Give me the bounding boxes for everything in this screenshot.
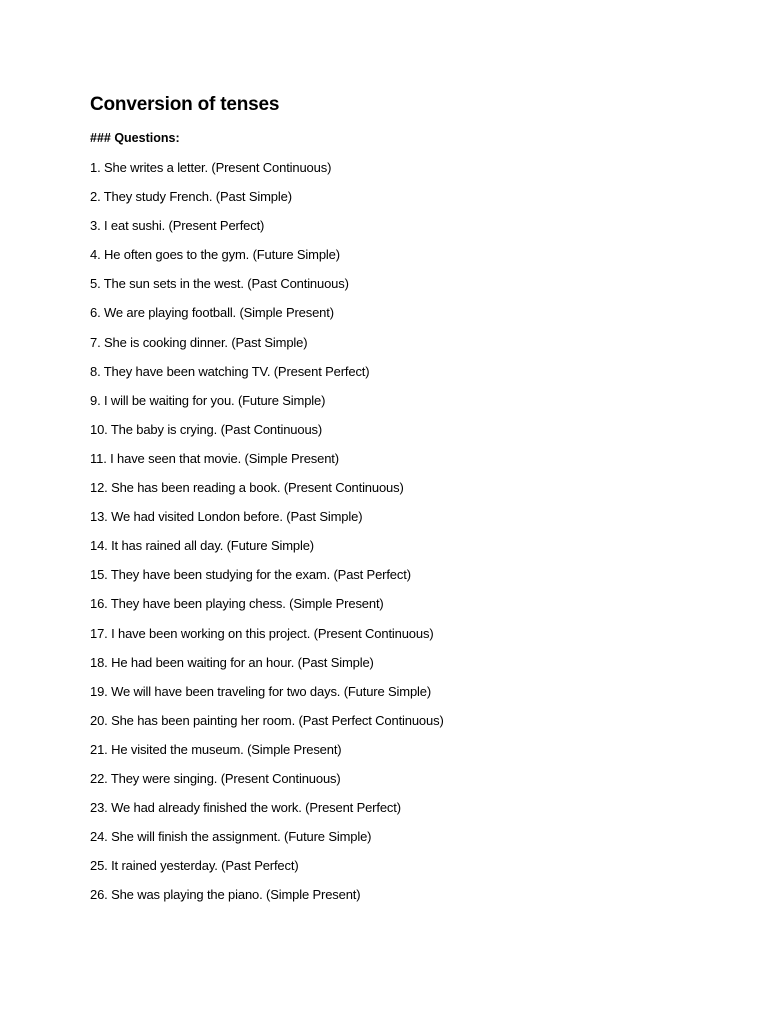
question-item: 23. We had already finished the work. (Present Perfect): [90, 800, 401, 816]
question-item: 26. She was playing the piano. (Simple Present): [90, 887, 361, 903]
question-item: 21. He visited the museum. (Simple Present): [90, 741, 342, 757]
question-item: 5. The sun sets in the west. (Past Continuous): [90, 276, 349, 292]
question-item: 4. He often goes to the gym. (Future Simple): [90, 247, 340, 263]
question-item: 25. It rained yesterday. (Past Perfect): [90, 858, 299, 874]
question-item: 17. I have been working on this project. (Present Continuous): [90, 625, 434, 641]
question-item: 7. She is cooking dinner. (Past Simple): [90, 334, 308, 350]
page-title: Conversion of tenses: [90, 94, 280, 115]
question-item: 6. We are playing football. (Simple Present): [90, 305, 334, 321]
question-item: 14. It has rained all day. (Future Simple): [90, 538, 314, 554]
question-item: 13. We had visited London before. (Past Simple): [90, 509, 363, 525]
question-item: 20. She has been painting her room. (Past Perfect Continuous): [90, 712, 444, 728]
question-item: 11. I have seen that movie. (Simple Present): [90, 450, 339, 466]
question-item: 24. She will finish the assignment. (Future Simple): [90, 829, 372, 845]
questions-heading: ### Questions:: [90, 131, 180, 145]
question-item: 19. We will have been traveling for two days. (Future Simple): [90, 683, 432, 699]
question-list: [90, 160, 444, 916]
question-item: 10. The baby is crying. (Past Continuous): [90, 421, 323, 437]
question-item: 18. He had been waiting for an hour. (Past Simple): [90, 654, 374, 670]
question-item: 9. I will be waiting for you. (Future Simple): [90, 392, 326, 408]
question-item: 15. They have been studying for the exam. (Past Perfect): [90, 567, 411, 583]
question-item: 12. She has been reading a book. (Present Continuous): [90, 480, 404, 496]
question-item: 8. They have been watching TV. (Present Perfect): [90, 363, 370, 379]
question-item: 1. She writes a letter. (Present Continuous): [90, 160, 332, 175]
question-item: 3. I eat sushi. (Present Perfect): [90, 218, 265, 234]
question-item: 2. They study French. (Past Simple): [90, 189, 292, 205]
question-item: 22. They were singing. (Present Continuous): [90, 770, 341, 786]
question-item: 16. They have been playing chess. (Simple Present): [90, 596, 384, 612]
